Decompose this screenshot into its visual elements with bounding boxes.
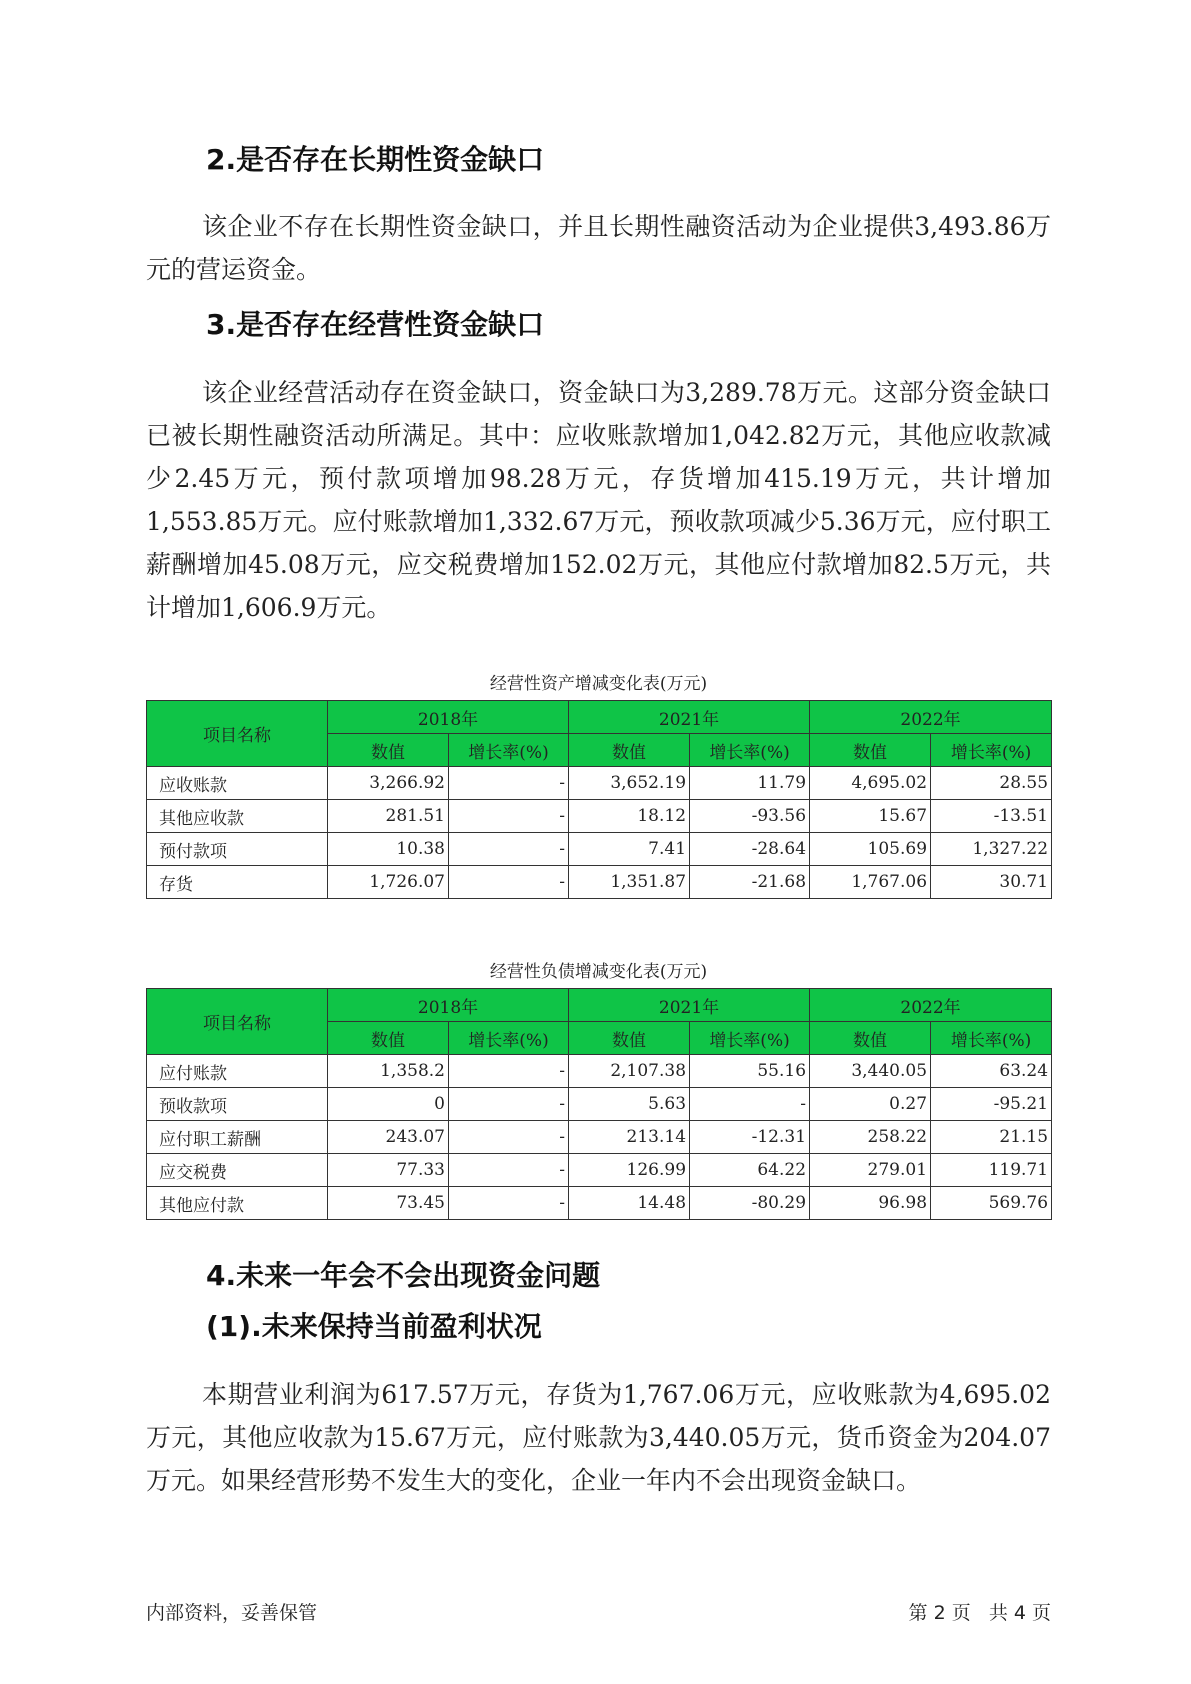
value-cell: 3,652.19	[569, 767, 690, 800]
growth-rate-cell: -12.31	[690, 1121, 810, 1154]
growth-rate-cell: 55.16	[690, 1055, 810, 1088]
header-value: 数值	[328, 734, 449, 767]
value-cell: 3,266.92	[328, 767, 449, 800]
value-cell: 0.27	[810, 1088, 931, 1121]
assets-table	[146, 700, 1052, 899]
header-year-2021: 2021年	[569, 701, 810, 734]
growth-rate-cell: 569.76	[931, 1187, 1052, 1220]
table-row	[147, 833, 1052, 866]
value-cell: 5.63	[569, 1088, 690, 1121]
value-cell: 4,695.02	[810, 767, 931, 800]
value-cell: 2,107.38	[569, 1055, 690, 1088]
row-item-name: 预付款项	[147, 833, 328, 866]
row-item-name: 应收账款	[147, 767, 328, 800]
growth-rate-cell: -13.51	[931, 800, 1052, 833]
growth-rate-cell: 30.71	[931, 866, 1052, 899]
value-cell: 105.69	[810, 833, 931, 866]
table-row	[147, 767, 1052, 800]
row-item-name: 预收款项	[147, 1088, 328, 1121]
section-2-paragraph: 该企业不存在长期性资金缺口，并且长期性融资活动为企业提供3,493.86万元的营运资金。	[146, 212, 1051, 284]
header-year-2022: 2022年	[810, 701, 1052, 734]
row-item-name: 应付职工薪酬	[147, 1121, 328, 1154]
growth-rate-cell: -	[449, 1121, 569, 1154]
growth-rate-cell: 64.22	[690, 1154, 810, 1187]
growth-rate-cell: -21.68	[690, 866, 810, 899]
value-cell: 126.99	[569, 1154, 690, 1187]
value-cell: 1,351.87	[569, 866, 690, 899]
header-growth: 增长率(%)	[931, 734, 1052, 767]
value-cell: 14.48	[569, 1187, 690, 1220]
row-item-name: 存货	[147, 866, 328, 899]
table-row	[147, 1055, 1052, 1088]
value-cell: 96.98	[810, 1187, 931, 1220]
header-growth: 增长率(%)	[690, 1022, 810, 1055]
section-4-subheading: (1).未来保持当前盈利状况	[206, 1310, 542, 1343]
growth-rate-cell: 28.55	[931, 767, 1052, 800]
value-cell: 77.33	[328, 1154, 449, 1187]
table-row	[147, 1088, 1052, 1121]
section-4-heading: 4.未来一年会不会出现资金问题	[206, 1259, 601, 1292]
value-cell: 279.01	[810, 1154, 931, 1187]
value-cell: 281.51	[328, 800, 449, 833]
liabilities-table-caption: 经营性负债增减变化表(万元)	[489, 962, 708, 982]
value-cell: 1,726.07	[328, 866, 449, 899]
growth-rate-cell: 1,327.22	[931, 833, 1052, 866]
footer-page-number: 第 2 页 共 4 页	[908, 1602, 1051, 1624]
header-growth: 增长率(%)	[449, 1022, 569, 1055]
header-growth: 增长率(%)	[931, 1022, 1052, 1055]
header-value: 数值	[810, 1022, 931, 1055]
growth-rate-cell: 21.15	[931, 1121, 1052, 1154]
header-item-name: 项目名称	[147, 701, 328, 767]
assets-table-caption: 经营性资产增减变化表(万元)	[489, 674, 708, 694]
assets-table-body	[147, 767, 1052, 899]
header-value: 数值	[569, 734, 690, 767]
value-cell: 1,767.06	[810, 866, 931, 899]
header-value: 数值	[569, 1022, 690, 1055]
header-year-2018: 2018年	[328, 701, 569, 734]
header-year-2018: 2018年	[328, 989, 569, 1022]
row-item-name: 应付账款	[147, 1055, 328, 1088]
footer-confidential-note: 内部资料，妥善保管	[146, 1602, 318, 1624]
growth-rate-cell: -28.64	[690, 833, 810, 866]
value-cell: 258.22	[810, 1121, 931, 1154]
row-item-name: 其他应收款	[147, 800, 328, 833]
liabilities-table-body	[147, 1055, 1052, 1220]
value-cell: 213.14	[569, 1121, 690, 1154]
table-row	[147, 800, 1052, 833]
growth-rate-cell: -	[449, 800, 569, 833]
value-cell: 3,440.05	[810, 1055, 931, 1088]
growth-rate-cell: -	[449, 1088, 569, 1121]
value-cell: 1,358.2	[328, 1055, 449, 1088]
table-row	[147, 1121, 1052, 1154]
growth-rate-cell: -	[449, 767, 569, 800]
row-item-name: 其他应付款	[147, 1187, 328, 1220]
section-3-paragraph: 该企业经营活动存在资金缺口，资金缺口为3,289.78万元。这部分资金缺口已被长期性融资活动所满足。其中：应收账款增加1,042.82万元，其他应收款减少2.45万元，预付款项增加98.28万元，存货增加415.19万元，共计增加1,553.85万元。应付账款增加1,332.67万元，预收款项减少5.36万元，应付职工薪酬增加45.08万元，应交税费增加152.02万元，其他应付款增加82.5万元，共计增加1,606.9万元。	[146, 378, 1051, 622]
table-row	[147, 1154, 1052, 1187]
section-3-heading: 3.是否存在经营性资金缺口	[206, 308, 545, 341]
table-row	[147, 866, 1052, 899]
header-item-name: 项目名称	[147, 989, 328, 1055]
value-cell: 7.41	[569, 833, 690, 866]
table-row	[147, 1187, 1052, 1220]
value-cell: 18.12	[569, 800, 690, 833]
header-year-2022: 2022年	[810, 989, 1052, 1022]
growth-rate-cell: -	[449, 866, 569, 899]
value-cell: 0	[328, 1088, 449, 1121]
growth-rate-cell: 119.71	[931, 1154, 1052, 1187]
liabilities-table	[146, 988, 1052, 1220]
value-cell: 15.67	[810, 800, 931, 833]
growth-rate-cell: -93.56	[690, 800, 810, 833]
growth-rate-cell: -	[449, 1055, 569, 1088]
value-cell: 243.07	[328, 1121, 449, 1154]
growth-rate-cell: 11.79	[690, 767, 810, 800]
header-value: 数值	[810, 734, 931, 767]
header-growth: 增长率(%)	[449, 734, 569, 767]
section-4-paragraph: 本期营业利润为617.57万元，存货为1,767.06万元，应收账款为4,695.02万元，其他应收款为15.67万元，应付账款为3,440.05万元，货币资金为204.07万元。如果经营形势不发生大的变化，企业一年内不会出现资金缺口。	[146, 1380, 1051, 1495]
growth-rate-cell: -	[449, 1187, 569, 1220]
growth-rate-cell: 63.24	[931, 1055, 1052, 1088]
value-cell: 73.45	[328, 1187, 449, 1220]
growth-rate-cell: -80.29	[690, 1187, 810, 1220]
row-item-name: 应交税费	[147, 1154, 328, 1187]
growth-rate-cell: -	[449, 833, 569, 866]
growth-rate-cell: -	[690, 1088, 810, 1121]
section-2-heading: 2.是否存在长期性资金缺口	[206, 143, 545, 176]
header-year-2021: 2021年	[569, 989, 810, 1022]
growth-rate-cell: -	[449, 1154, 569, 1187]
value-cell: 10.38	[328, 833, 449, 866]
header-growth: 增长率(%)	[690, 734, 810, 767]
header-value: 数值	[328, 1022, 449, 1055]
growth-rate-cell: -95.21	[931, 1088, 1052, 1121]
